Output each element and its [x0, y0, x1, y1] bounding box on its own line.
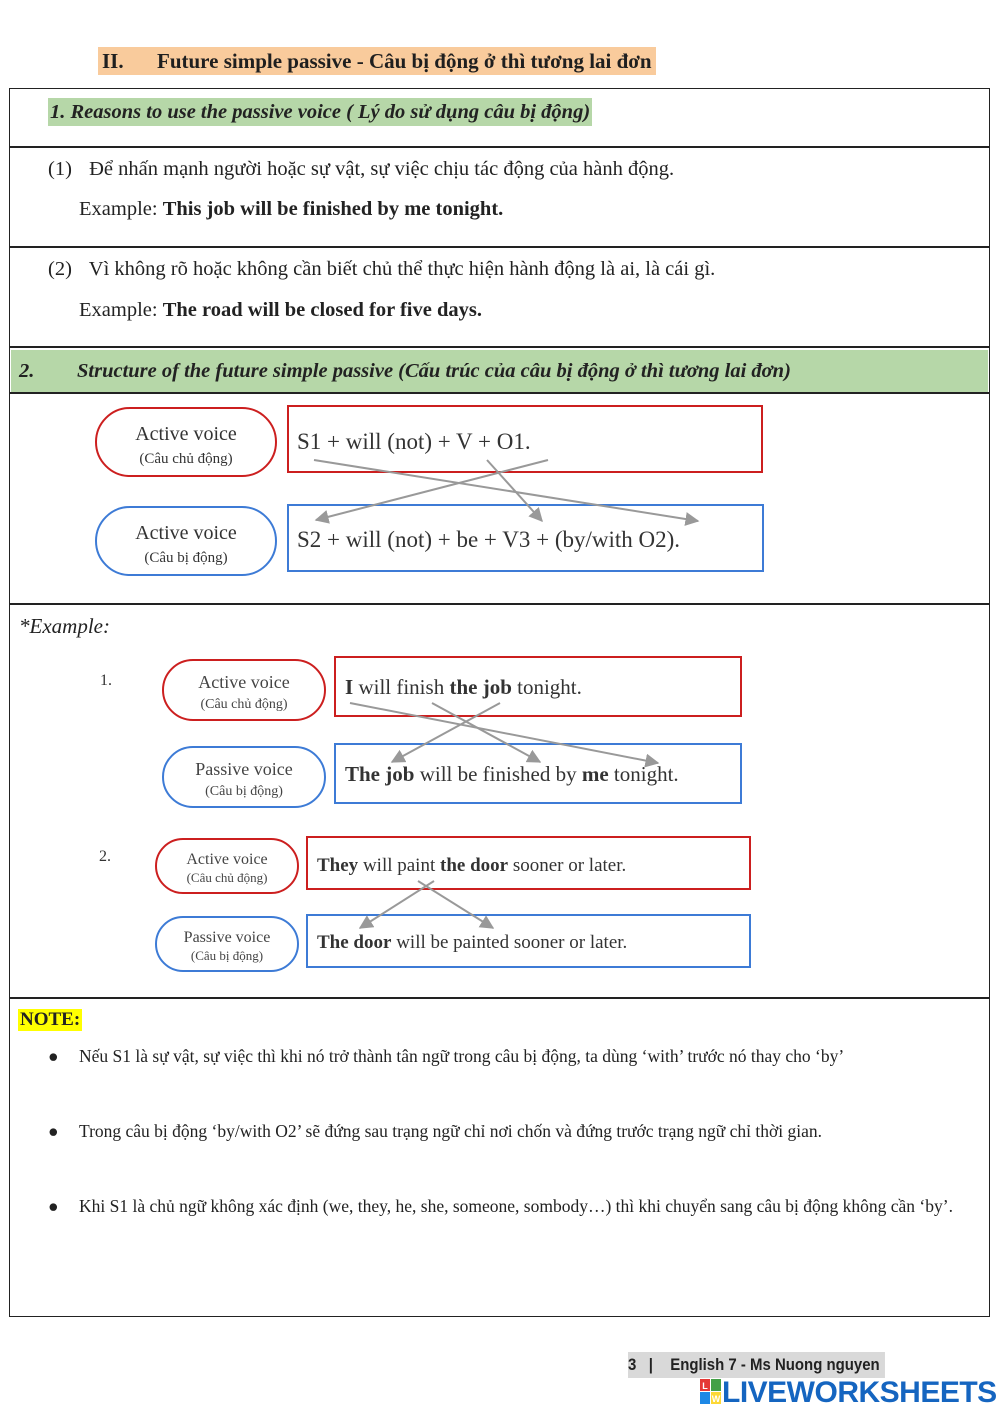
footer-separator: | — [648, 1355, 653, 1374]
page-number: 3 — [628, 1355, 637, 1374]
liveworksheets-brand[interactable]: LIVEWORKSHEETS — [722, 1376, 997, 1409]
passive-voice-sublabel: (Câu bị động) — [144, 550, 228, 566]
example-1 — [100, 657, 741, 807]
footer-page — [628, 1352, 670, 1378]
note-item-2-text: Trong câu bị động ‘by/with O2’ sẽ đứng sau trạng ngữ chỉ nơi chốn và đứng trước trạng ngữ chỉ thời gian. — [79, 1121, 822, 1141]
passive-voice-label: Active voice — [135, 522, 237, 544]
example-1-active-object: the job — [449, 675, 512, 699]
example-2 — [99, 837, 750, 971]
example-1-active-verb: will finish — [353, 675, 450, 699]
example-2-passive-sentence — [317, 932, 627, 953]
part2-number: 2. — [19, 360, 35, 382]
liveworksheets-logo-icon — [700, 1379, 722, 1405]
example-label: *Example: — [19, 614, 110, 638]
example-1-active-subject: I — [345, 675, 354, 699]
note-item-1 — [48, 1039, 978, 1073]
example-prefix: Example: — [79, 299, 163, 321]
structure-diagram — [96, 406, 763, 575]
reason-1-text: Để nhấn mạnh người hoặc sự vật, sự việc chịu tác động của hành động. — [89, 158, 675, 180]
example-1-passive-rest: tonight. — [608, 762, 679, 786]
section-title-text: Future simple passive - Câu bị động ở thì tương lai đơn — [157, 49, 652, 73]
example-2-passive-sub: (Câu bị động) — [190, 948, 264, 963]
note-item-1-text: Nếu S1 là sự vật, sự việc thì khi nó trở thành tân ngữ trong câu bị động, ta dùng ‘with’ trước nó thay cho ‘by’ — [79, 1046, 845, 1066]
example-2-active-verb: will paint — [358, 855, 440, 876]
reason-2-label: (2) — [48, 258, 72, 280]
example-2-active-subject: They — [317, 855, 359, 876]
example-1-active-rest: tonight. — [511, 675, 582, 699]
bullet-icon: ● — [48, 1046, 59, 1066]
example-2-number: 2. — [99, 848, 111, 865]
example-1-passive-verb: will be finished by — [414, 762, 582, 786]
example-1-active-label: Active voice — [198, 672, 290, 692]
example-1-active-sub: (Câu chủ động) — [200, 697, 288, 712]
example-1-passive-label: Passive voice — [195, 759, 293, 779]
example-2-active-rest: sooner or later. — [508, 855, 627, 876]
active-voice-sublabel: (Câu chủ động) — [139, 451, 233, 467]
part1-heading: 1. Reasons to use the passive voice ( Lý do sử dụng câu bị động) — [48, 98, 592, 126]
example-2-passive-subject: The door — [317, 932, 392, 953]
example-1-passive-sentence — [345, 762, 679, 786]
note-item-3-text: Khi S1 là chủ ngữ không xác định (we, they, he, she, someone, sombody…) thì khi chuyển sang câu bị động không cần ‘by’. — [79, 1196, 953, 1216]
active-formula: S1 + will (not) + V + O1. — [297, 429, 531, 454]
note-item-3 — [48, 1189, 978, 1223]
footer-text: English 7 - Ms Nuong nguyen — [670, 1355, 880, 1374]
bullet-icon: ● — [48, 1196, 59, 1216]
logo-letter-l: L — [702, 1381, 708, 1391]
example-2-active-object: the door — [440, 855, 509, 876]
logo-letter-w: W — [711, 1394, 721, 1404]
page-footer — [628, 1352, 885, 1378]
example-1-passive-agent: me — [581, 762, 609, 786]
example-1-active-sentence — [345, 675, 582, 699]
reason-2-example-sentence: The road will be closed for five days. — [162, 299, 482, 321]
example-2-active-sub: (Câu chủ động) — [186, 870, 268, 885]
note-label: NOTE: — [20, 1009, 81, 1030]
passive-formula: S2 + will (not) + be + V3 + (by/with O2). — [297, 527, 681, 552]
bullet-icon: ● — [48, 1121, 59, 1141]
section-number: II. — [102, 49, 124, 73]
example-1-passive-subject: The job — [345, 762, 415, 786]
reason-1-example-sentence: This job will be finished by me tonight. — [162, 198, 504, 220]
active-voice-label: Active voice — [135, 423, 237, 445]
part2-heading-text: Structure of the future simple passive (Cấu trúc của câu bị động ở thì tương lai đơn) — [77, 360, 791, 382]
example-prefix: Example: — [79, 198, 163, 220]
example-2-passive-rest: will be painted sooner or later. — [391, 932, 628, 953]
example-2-active-label: Active voice — [186, 851, 268, 868]
reason-1-label: (1) — [48, 158, 72, 180]
reason-2-text: Vì không rõ hoặc không cần biết chủ thể thực hiện hành động là ai, là cái gì. — [88, 258, 716, 280]
example-1-number: 1. — [100, 672, 112, 689]
example-1-passive-sub: (Câu bị động) — [205, 784, 283, 799]
note-item-2 — [48, 1114, 978, 1148]
example-2-active-sentence — [317, 855, 626, 876]
example-2-passive-label: Passive voice — [183, 929, 271, 946]
